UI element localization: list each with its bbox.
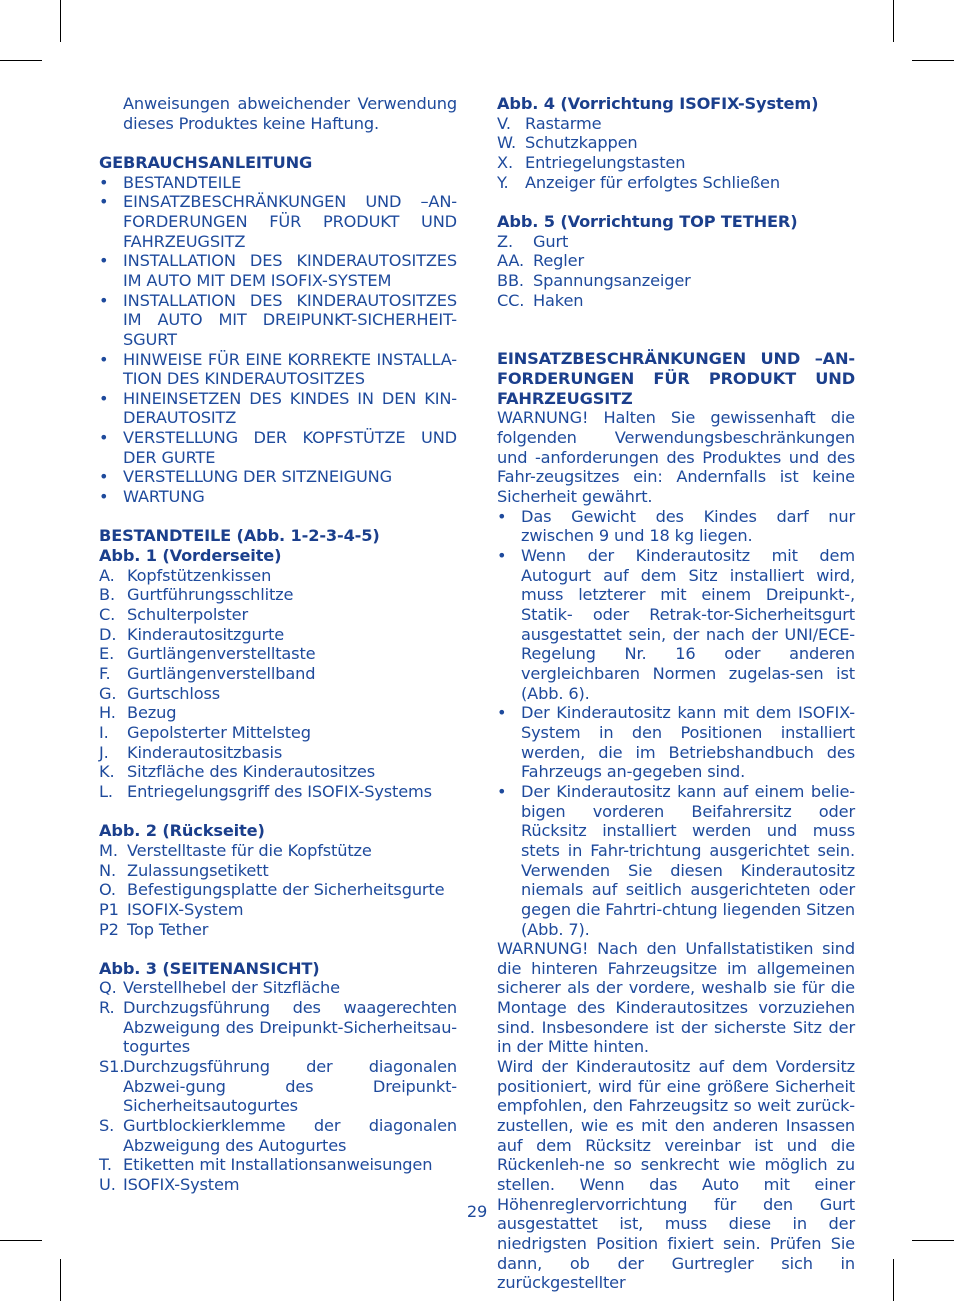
list-item: • Das Gewicht des Kindes darf nur zwischen 9 und 18 kg liegen. xyxy=(497,506,855,546)
list-item: B. Gurtführungsschlitze xyxy=(99,585,294,605)
bullet: • xyxy=(497,546,507,566)
fig5-title: Abb. 5 (Vorrichtung TOP TETHER) xyxy=(497,211,798,231)
bullet: • xyxy=(99,428,109,448)
intro-text: Anweisungen abweichender Verwendung dieses Produktes keine Haftung. xyxy=(123,94,457,133)
page-number: 29 xyxy=(466,1202,488,1221)
crop-mark xyxy=(912,1240,954,1241)
fig2-title: Abb. 2 (Rückseite) xyxy=(99,821,265,841)
usage-title: GEBRAUCHSANLEITUNG xyxy=(99,152,313,172)
bullet: • xyxy=(99,349,109,369)
list-item: J. Kinderautositzbasis xyxy=(99,742,283,762)
warning-text: WARNUNG! Halten Sie gewissenhaft die folgenden Verwendungsbeschränkungen und -anforderungen des Produktes und des Fahr-zeugsitzes ein: Andernfalls ist keine Sicherheit gewährt. xyxy=(497,408,855,507)
list-item: A. Kopfstützenkissen xyxy=(99,565,272,585)
fig2-list xyxy=(99,841,457,939)
list-item: X. Entriegelungstasten xyxy=(497,152,686,172)
list-item: F. Gurtlängenverstellband xyxy=(99,664,316,683)
fig3-list xyxy=(99,978,457,1194)
list-item: H. Bezug xyxy=(99,703,177,723)
bullet: • xyxy=(99,487,109,507)
fig5-list xyxy=(497,232,855,311)
bullet: • xyxy=(497,506,507,526)
bullet: • xyxy=(99,388,109,408)
list-item: W. Schutzkappen xyxy=(497,133,638,153)
list-item: S1. Durchzugsführung der diagonalen Abzwei-gung des Dreipunkt-Sicherheitsautogurtes xyxy=(99,1057,457,1116)
list-item: • WARTUNG xyxy=(99,487,205,507)
list-item: CC. Haken xyxy=(497,290,584,310)
list-item: • EINSATZBESCHRÄNKUNGEN UND –AN-FORDERUNGEN FÜR PRODUKT UND FAHRZEUGSITZ xyxy=(99,192,457,251)
list-item: • HINWEISE FÜR EINE KORREKTE INSTALLA-TION DES KINDERAUTOSITZES xyxy=(99,349,457,389)
bullet: • xyxy=(497,703,507,723)
list-item: L. Entriegelungsgriff des ISOFIX-Systems xyxy=(99,781,432,801)
bullet: • xyxy=(99,192,109,212)
bullet: • xyxy=(99,290,109,310)
limits-list xyxy=(497,507,855,939)
list-item: G. Gurtschloss xyxy=(99,683,221,703)
list-item: I. Gepolsterter Mittelsteg xyxy=(99,722,311,742)
left-column xyxy=(99,94,457,1195)
list-item: • VERSTELLUNG DER SITZNEIGUNG xyxy=(99,467,393,487)
list-item: R. Durchzugsführung des waagerechten Abzweigung des Dreipunkt-Sicherheitsau-togurtes xyxy=(99,998,457,1057)
list-item: • INSTALLATION DES KINDERAUTOSITZES IM AUTO MIT DREIPUNKT-SICHERHEIT-SGURT xyxy=(99,290,457,349)
bullet: • xyxy=(497,781,507,801)
list-item: P2 Top Tether xyxy=(99,919,209,939)
list-item: C. Schulterpolster xyxy=(99,605,248,625)
list-item: S. Gurtblockierklemme der diagonalen Abzweigung des Autogurtes xyxy=(99,1116,457,1155)
fig3-title: Abb. 3 (SEITENANSICHT) xyxy=(99,958,320,978)
list-item: M. Verstelltaste für die Kopfstütze xyxy=(99,840,372,860)
crop-mark xyxy=(0,1240,42,1241)
list-item: O. Befestigungsplatte der Sicherheitsgurte xyxy=(99,880,445,900)
list-item: P1 ISOFIX-System xyxy=(99,899,244,919)
list-item: E. Gurtlängenverstelltaste xyxy=(99,644,316,664)
list-item: Z. Gurt xyxy=(497,231,569,251)
limits-title: EINSATZBESCHRÄNKUNGEN UND –AN-FORDERUNGEN FÜR PRODUKT UND FAHRZEUGSITZ xyxy=(497,349,855,408)
list-item: • VERSTELLUNG DER KOPFSTÜTZE UND DER GURTE xyxy=(99,428,457,467)
list-item: U. ISOFIX-System xyxy=(99,1175,240,1195)
crop-mark xyxy=(912,60,954,61)
list-item: Y. Anzeiger für erfolgtes Schließen xyxy=(497,172,780,192)
list-item: BB. Spannungsanzeiger xyxy=(497,270,691,290)
crop-mark xyxy=(893,0,894,42)
crop-mark xyxy=(60,0,61,42)
list-item: • INSTALLATION DES KINDERAUTOSITZES IM AUTO MIT DEM ISOFIX-SYSTEM xyxy=(99,251,457,290)
crop-mark xyxy=(60,1259,61,1301)
right-column xyxy=(497,94,855,1293)
fig1-title: Abb. 1 (Vorderseite) xyxy=(99,546,282,566)
fig4-title: Abb. 4 (Vorrichtung ISOFIX-System) xyxy=(497,94,819,113)
usage-list xyxy=(99,173,457,507)
warning-text: WARNUNG! Nach den Unfallstatistiken sind die hinteren Fahrzeugsitze im allgemeinen sicherer als der vordere, weshalb sie für die Montage des Kinderautositzes vorzuziehen sind. Insbesondere ist der sicherste Sitz der in der Mitte hinten. xyxy=(497,939,855,1057)
bullet: • xyxy=(99,467,109,487)
parts-title: BESTANDTEILE (Abb. 1-2-3-4-5) xyxy=(99,526,380,546)
list-item: Q. Verstellhebel der Sitzfläche xyxy=(99,978,340,998)
bullet: • xyxy=(99,172,109,192)
list-item: D. Kinderautositzgurte xyxy=(99,624,285,644)
list-item: V. Rastarme xyxy=(497,113,602,133)
crop-mark xyxy=(893,1259,894,1301)
fig1-list xyxy=(99,566,457,802)
list-item: T. Etiketten mit Installationsanweisungen xyxy=(99,1155,433,1175)
bullet: • xyxy=(99,251,109,271)
list-item: AA. Regler xyxy=(497,251,584,271)
body-paragraph: Wird der Kinderautositz auf dem Vordersitz positioniert, wird für eine größere Sicherheit empfohlen, den Fahrzeugsitz so weit zurück-zustellen, wie es mit den anderen Insassen auf dem Rücksitz vereinbar ist und die Rückenleh-ne so senkrecht wie möglich zu stellen. Wenn das Auto mit einer Höhenreglervorrichtung für den Gurt ausgestattet ist, muss diese in der niedrigsten Position fixiert sein. Prüfen Sie dann, ob der Gurtregler sich in zurückgestellter xyxy=(497,1057,855,1293)
list-item: • HINEINSETZEN DES KINDES IN DEN KIN-DERAUTOSITZ xyxy=(99,388,457,428)
list-item: • Der Kinderautositz kann mit dem ISOFIX-System in den Positionen installiert werden, die im Betriebshandbuch des Fahrzeugs an-gegeben sind. xyxy=(497,703,855,782)
list-item: K. Sitzfläche des Kinderautositzes xyxy=(99,762,376,782)
list-item: • Wenn der Kinderautositz mit dem Autogurt auf dem Sitz installiert wird, muss letzterer mit einem Dreipunkt-, Statik- oder Retrak-tor-Sicherheitsgurt ausgestattet sein, der nach der UNI/ECE-Regelung Nr. 16 oder anderen vergleichbaren Normen zugelas-sen ist (Abb. 6). xyxy=(497,546,855,703)
list-item: N. Zulassungsetikett xyxy=(99,860,269,880)
fig4-list xyxy=(497,114,855,193)
list-item: • Der Kinderautositz kann auf einem belie-bigen vorderen Beifahrersitz oder Rücksitz installiert werden und muss stets in Fahr-trichtung ausgerichtet sein. Verwenden Sie diesen Kinderautositz niemals auf seitlich ausgerichteten oder gegen die Fahrtri-chtung liegenden Sitzen (Abb. 7). xyxy=(497,781,855,939)
crop-mark xyxy=(0,60,42,61)
list-item: • BESTANDTEILE xyxy=(99,172,242,192)
